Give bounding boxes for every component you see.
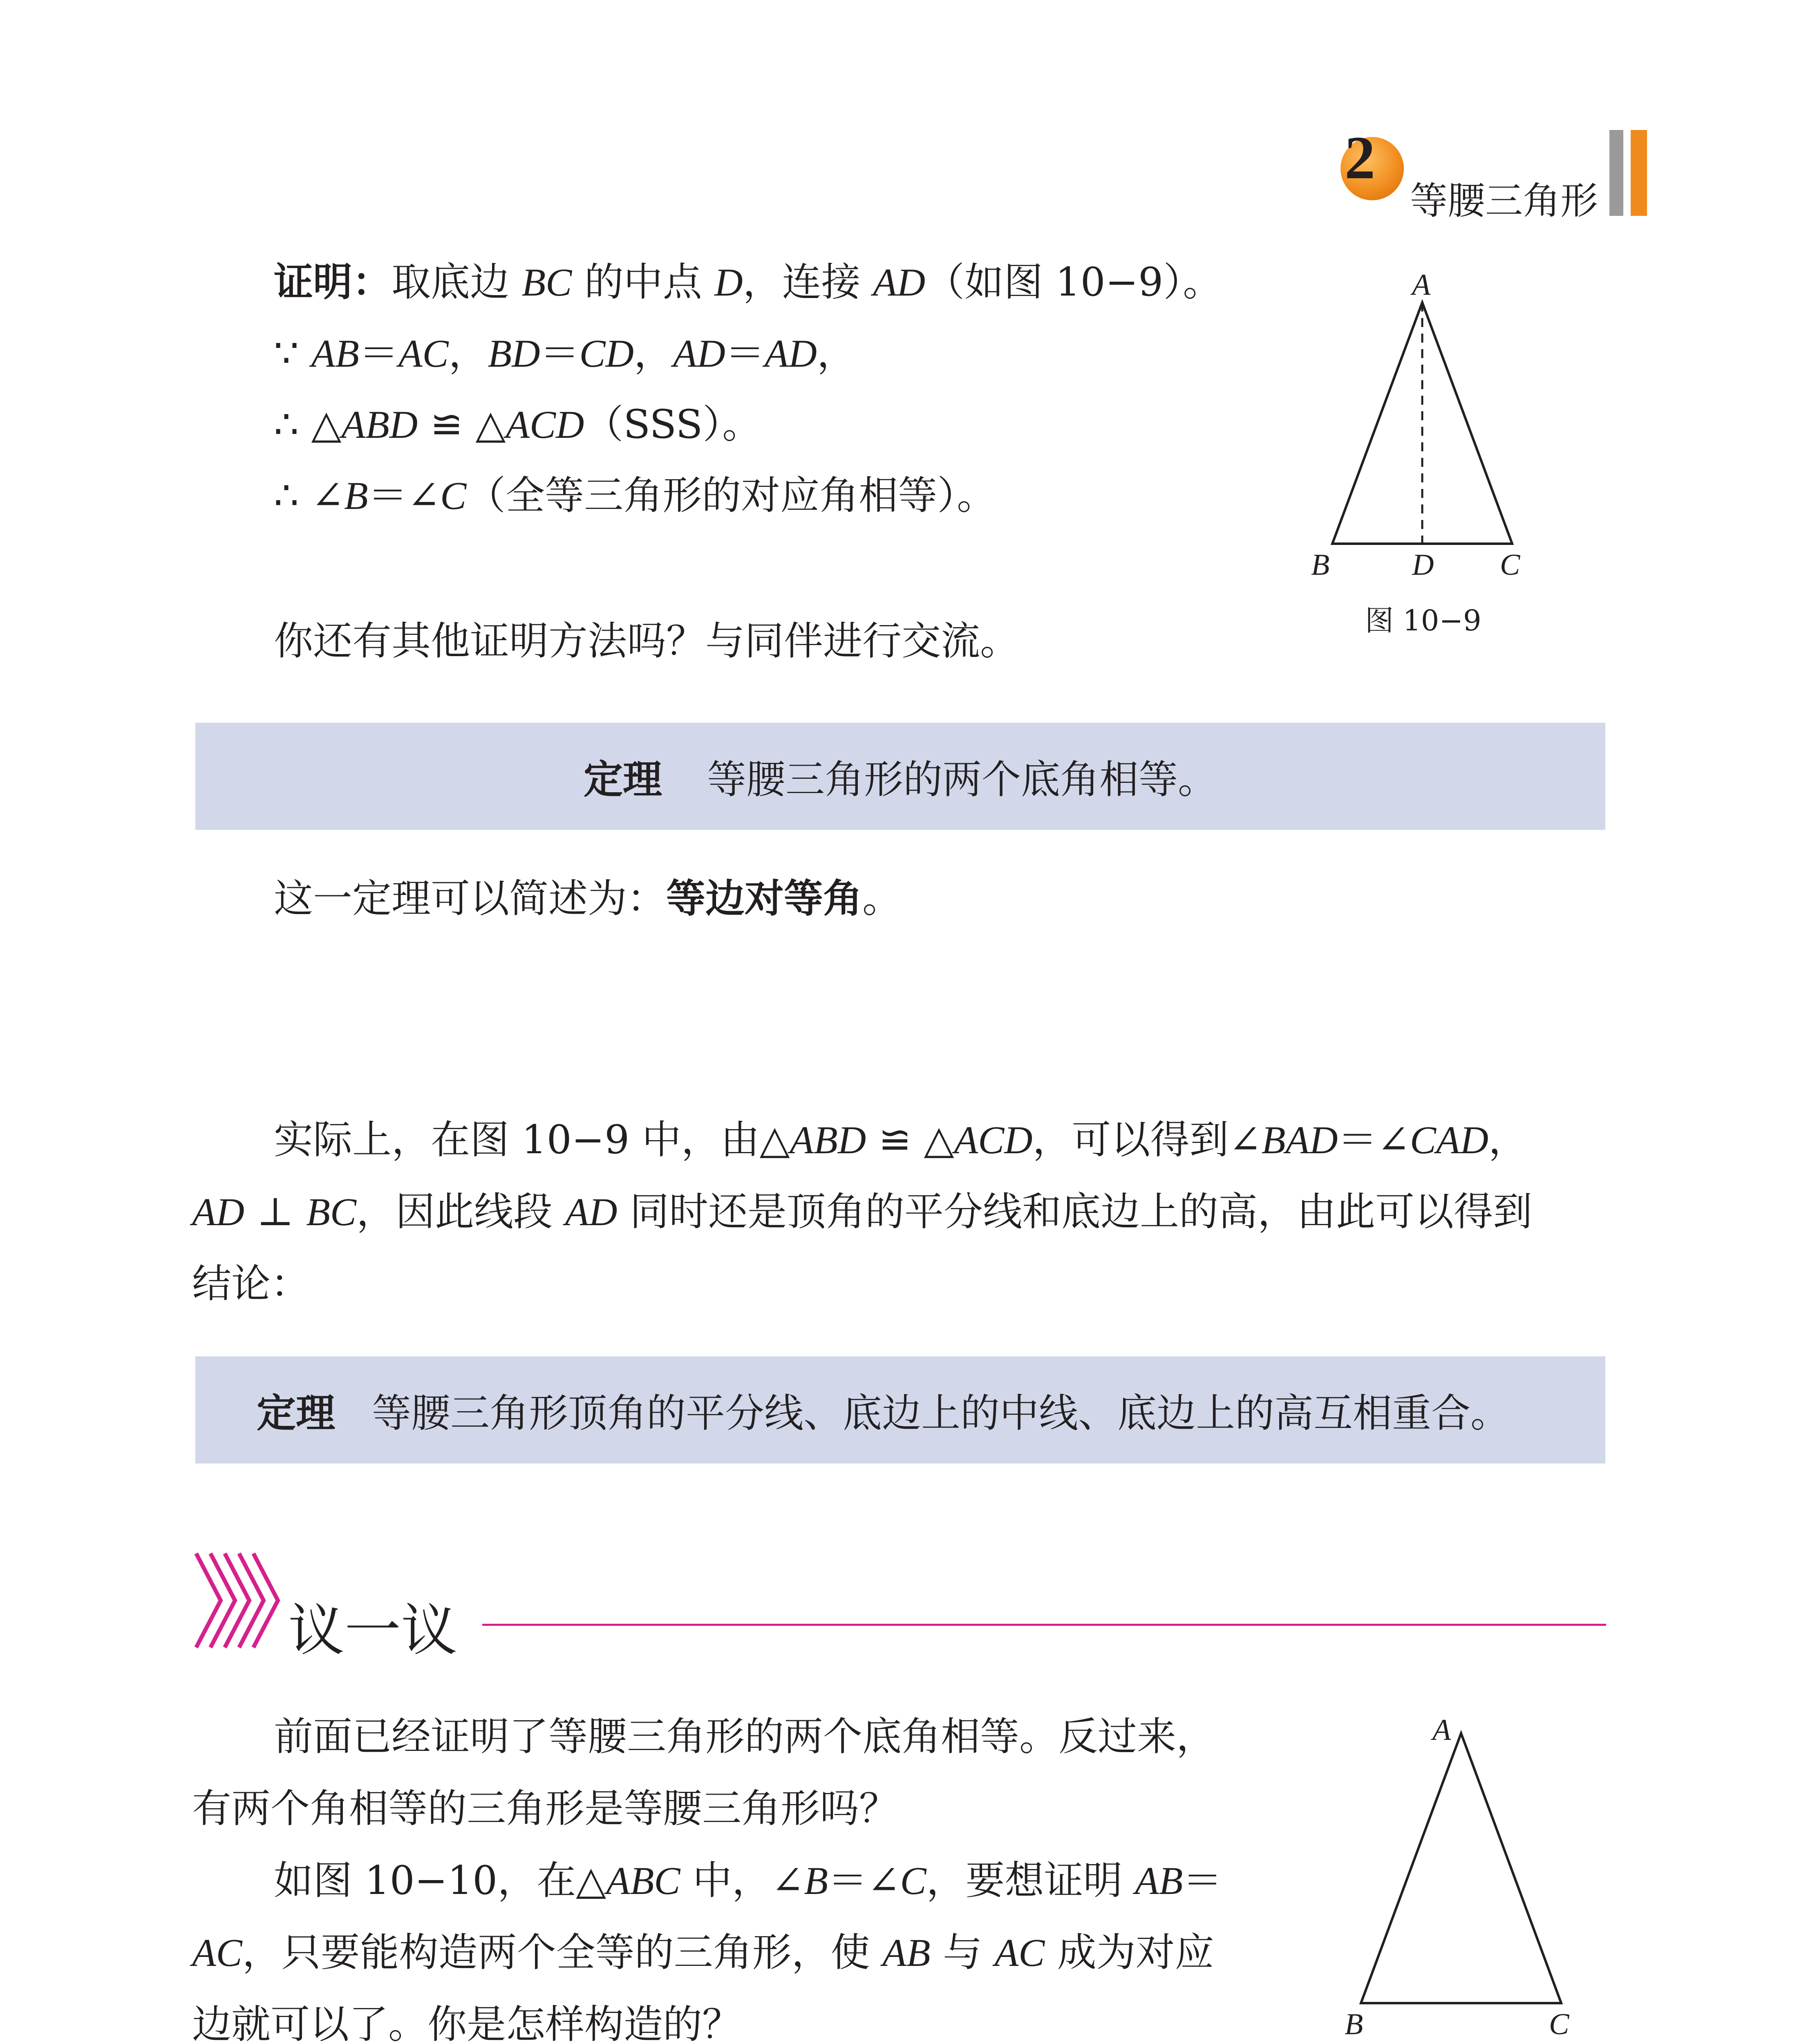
theorem-label: 定理 <box>257 1390 335 1436</box>
fig1-vertex-a: A <box>1412 268 1431 302</box>
fig1-vertex-b: B <box>1311 548 1330 582</box>
theorem-text: 等腰三角形顶角的平分线、底边上的中线、底边上的高互相重合。 <box>372 1390 1510 1436</box>
chapter-title: 等腰三角形 <box>1410 179 1598 223</box>
question-text: 你还有其他证明方法吗？与同伴进行交流。 <box>274 618 1019 664</box>
chapter-number: 2 <box>1345 124 1375 192</box>
discuss-line-3: 如图 10−10，在△ABC 中，∠B＝∠C，要想证明 AB＝ <box>274 1858 1222 1903</box>
fig2-vertex-c: C <box>1549 2008 1569 2041</box>
section-chevron-icon <box>192 1549 282 1652</box>
fig1-vertex-c: C <box>1500 548 1520 582</box>
para2-line-1: 实际上，在图 10−9 中，由△ABD ≌ △ACD，可以得到∠BAD＝∠CAD， <box>274 1117 1528 1163</box>
proof-line-3: ∴ △ABD ≌ △ACD（SSS）。 <box>274 401 762 447</box>
discuss-line-1: 前面已经证明了等腰三角形的两个底角相等。反过来， <box>274 1714 1215 1759</box>
para2-line-3: 结论： <box>192 1261 310 1307</box>
para2-line-2: AD ⊥ BC，因此线段 AD 同时还是顶角的平分线和底边上的高，由此可以得到 <box>192 1189 1532 1235</box>
section-title: 议一议 <box>288 1598 458 1663</box>
fig2-vertex-b: B <box>1345 2008 1363 2041</box>
header-bar-gray <box>1609 130 1623 216</box>
theorem-box-1 <box>195 723 1605 830</box>
proof-line-2: ∵ AB＝AC，BD＝CD，AD＝AD， <box>274 330 856 376</box>
theorem-text: 等腰三角形的两个底角相等。 <box>707 756 1217 802</box>
figure-10-9-triangle <box>1308 278 1537 564</box>
header-bar-orange <box>1631 130 1647 216</box>
section-rule <box>482 1624 1606 1626</box>
theorem-label: 定理 <box>584 756 662 802</box>
discuss-line-4: AC，只要能构造两个全等的三角形，使 AB 与 AC 成为对应 <box>192 1930 1214 1975</box>
proof-line-1: 证明：取底边 BC 的中点 D，连接 AD（如图 10−9）。 <box>274 259 1222 305</box>
fig2-vertex-a: A <box>1432 1713 1451 1747</box>
theorem-box-2 <box>195 1356 1605 1464</box>
fig1-vertex-d: D <box>1412 548 1434 582</box>
discuss-line-5: 边就可以了。你是怎样构造的？ <box>192 2001 741 2044</box>
figure-10-10-triangle <box>1349 1717 1578 2019</box>
figure-caption-10-9: 图 10−9 <box>1365 604 1482 637</box>
proof-line-4: ∴ ∠B＝∠C（全等三角形的对应角相等）。 <box>274 473 996 518</box>
summary-line-1: 这一定理可以简述为：等边对等角。 <box>274 876 902 921</box>
discuss-line-2: 有两个角相等的三角形是等腰三角形吗？ <box>192 1786 898 1831</box>
